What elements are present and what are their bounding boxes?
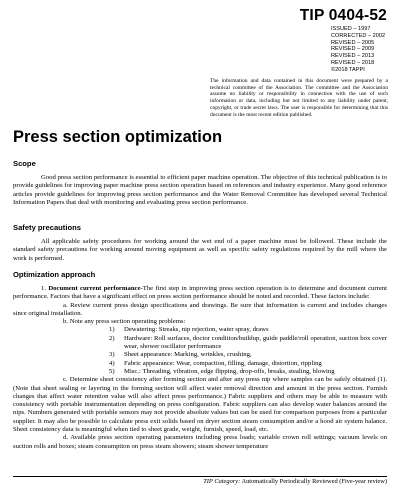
scope-text: Good press section performance is essential to efficient paper machine operation. The objective of this technical publication is to provide guidelines for improving paper machine press section operation based on references and industry experience. Many good reference articles provide guidelines for improving press section performance and the Water Removal Committee has developed several Technical Information Papers that deal with monitoring and evaluating press section performance. (13, 174, 387, 206)
item-b (13, 318, 387, 326)
item-a-label: a. (63, 301, 68, 309)
item-b-label: b. (63, 318, 69, 326)
item-a-text: Review current press design specifications and drawings. Be sure that information is current and includes changes since original installation. (13, 301, 388, 317)
footer-category-label: TIP Category: (203, 478, 241, 485)
item-d-text: Available press section operating parameters including press loads; variable crown roll settings; vacuum levels on suction rolls and boxes; steam consumption on press steam showers; steam shower temperature (13, 434, 387, 450)
problem-text: Fabric appearance: Wear, compaction, filling, damage, distortion, rippling (124, 359, 322, 367)
footer (203, 478, 387, 485)
problem-text: Dewatering: Streaks, nip rejection, water spray, draws (124, 326, 269, 334)
item-b-text: Note any press section operating problems: (69, 318, 186, 326)
revision-line: REVISED – 2013 (331, 53, 375, 60)
revision-line: REVISED – 2005 (331, 39, 375, 46)
problem-number: 1) (109, 326, 115, 334)
problem-text: Sheet appearance: Marking, wrinkles, crushing, (124, 351, 252, 359)
problem-item (13, 335, 387, 352)
item-1-text: The first step in improving press section operation is to determine and document current performance. Factors that have a significant effect on press section performance should be noted and recorded. These factors include: (13, 285, 387, 301)
approach-body (13, 285, 387, 451)
revision-line: ISSUED – 1997 (331, 26, 371, 32)
item-a (13, 302, 387, 319)
problem-number: 2) (109, 334, 115, 342)
revision-history (331, 26, 387, 74)
item-c (13, 376, 387, 434)
revision-line: REVISED – 2018 (331, 59, 375, 66)
item-c-text: Determine sheet consistency after forming section and after any press nip where samples can be safely obtained (1). (Note that sheet sealing or layering in the forming section will affect water removal direction and amount in the press section. Furnish changes that affect water retention value will also affect press performance.) Fabric suppliers and others may be able to measure with consistency with portable instrumentation depending on press configuration. Fabric suppliers can also develop water balances around the nips. Numbers generated with portable sensors may not provide absolute values but can be used for comparison purposes from a particular supplier. It may also be possible to calculate press exit solids based on dryer section steam consumption and/or a hood air system balance. Sheet consistency data is meaningful when tied to sheet grade, weight, furnish, speed, load, etc. (13, 376, 387, 434)
approach-heading: Optimization approach (13, 270, 96, 279)
item-d (13, 434, 387, 451)
item-1-number: 1. (41, 285, 47, 292)
footer-category-value: Automatically Periodically Reviewed (Five-year review) (241, 478, 387, 485)
problem-item (13, 368, 387, 376)
tip-number: TIP 0404-52 (299, 7, 387, 24)
problem-item (13, 326, 387, 334)
page-title: Press section optimization (13, 128, 223, 146)
problem-number: 3) (109, 351, 115, 359)
safety-text: All applicable safety procedures for working around the wet end of a paper machine must be followed. These include the standard safety precautions for working around moving equipment as well as specific safety regulations required by the mill where the work is performed. (13, 238, 387, 262)
revision-line: REVISED – 2009 (331, 46, 375, 53)
item-1 (13, 285, 387, 302)
safety-heading: Safety precautions (13, 223, 81, 232)
disclaimer: The information and data contained in this document were prepared by a technical committee of the Association. The committee and the Association assume no liability or responsibility in connection with the use of such information or data, including but not limited to any liability under patent, copyright, or trade secret laws. The user is responsible for determining that this document is the most recent edition published. (210, 78, 388, 118)
problem-number: 5) (109, 367, 115, 375)
footer-divider (13, 476, 387, 477)
item-c-label: c. (63, 376, 68, 384)
item-1-title: Document current performance- (48, 285, 143, 292)
scope-heading: Scope (13, 159, 36, 168)
copyright: ©2018 TAPPI (331, 66, 365, 73)
problem-item (13, 351, 387, 359)
problem-text: Hardware: Roll surfaces, doctor condition/buildup, guide paddle/roll operation, suction box cover wear, shower oscillator performance (124, 334, 387, 351)
problem-text: Misc.: Threading, vibration, edge flipping, drop-offs, breaks, stealing, blowing (124, 367, 335, 375)
revision-line: CORRECTED – 2002 (331, 32, 386, 39)
problem-item (13, 360, 387, 368)
problem-number: 4) (109, 359, 115, 367)
item-d-label: d. (63, 434, 69, 442)
